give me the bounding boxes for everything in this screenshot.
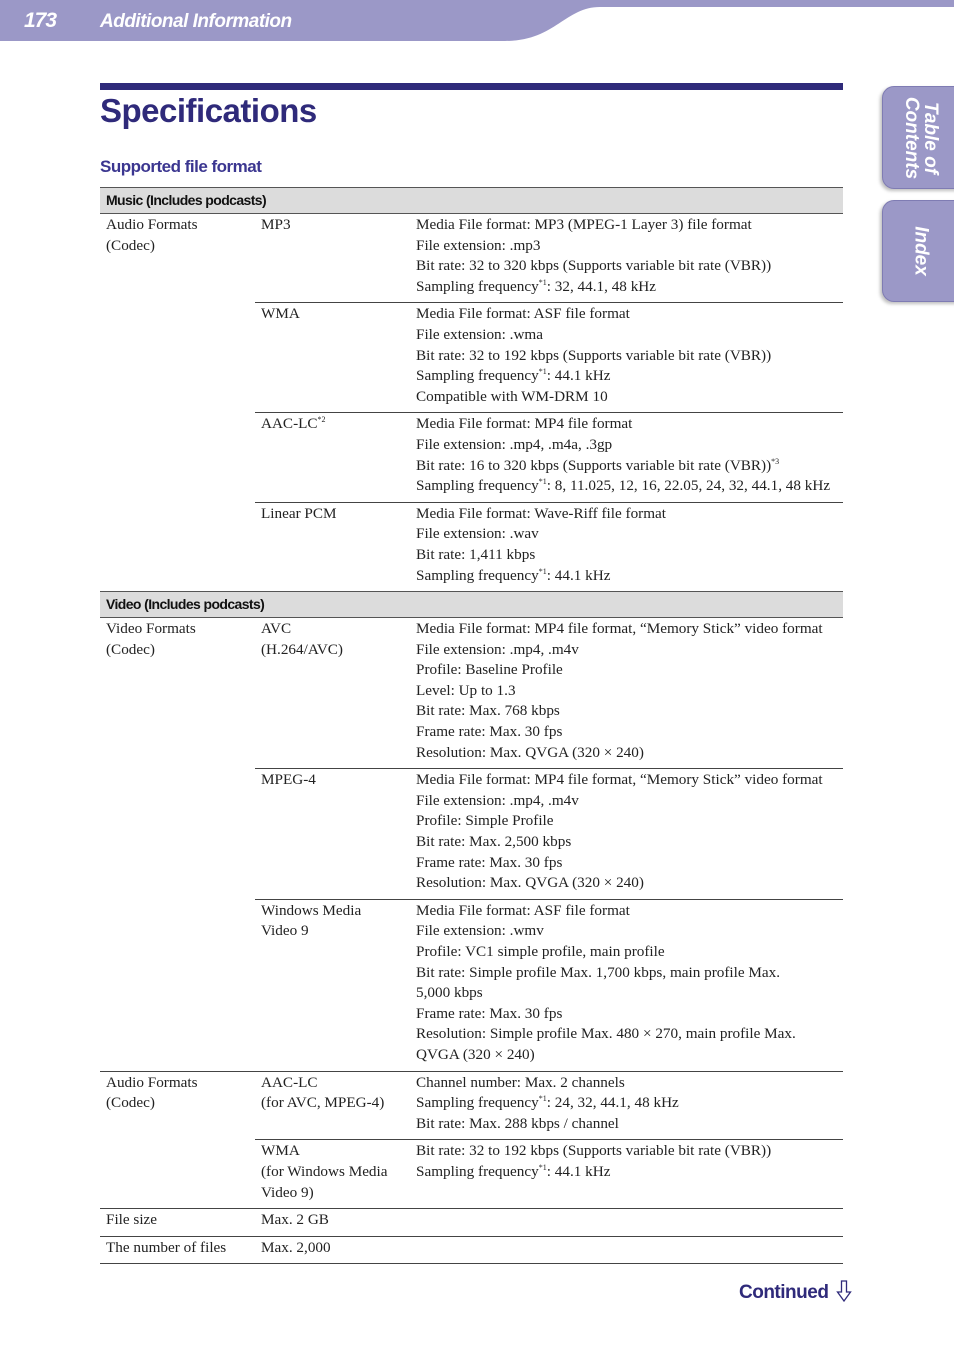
table-row-file-size [100, 1209, 843, 1237]
tab-toc-label: Table of Contents [901, 96, 941, 179]
codec-video-wma: WMA (for Windows Media Video 9) [255, 1140, 410, 1209]
codec-mpeg4: MPEG-4 [255, 769, 410, 900]
footnote-mark: *1 [538, 566, 547, 576]
footnote-mark: *2 [317, 415, 326, 425]
section-title: Additional Information [100, 11, 292, 32]
header-band [0, 0, 954, 42]
number-of-files-value: Max. 2,000 [255, 1236, 843, 1264]
codec-avc: AVC (H.264/AVC) [261, 620, 343, 658]
details-wma: Media File format: ASF file format File extension: .wma Bit rate: 32 to 192 kbps (Supports variable bit rate (VBR)) Sampling frequency$^{*1}$: 44.1 kHz Compatible with WM-DRM 10 [410, 303, 843, 413]
details-aac-lc: Media File format: MP4 file format File extension: .mp4, .m4a, .3gp Bit rate: 16 to 320 kbps (Supports variable bit rate (VBR))$^{*3}$ Sampling frequency$^{*1}$: 8, 11.025, 12, 16, 22.05, 24, 32, 44.1, 48 kHz [410, 413, 843, 502]
group-header-music: Music (Includes podcasts) [100, 188, 843, 214]
table-row-mp3 [100, 214, 843, 303]
tab-table-of-contents[interactable] [882, 86, 954, 189]
details-wmv9: Media File format: ASF file format File extension: .wmv Profile: VC1 simple profile, main profile Bit rate: Simple profile Max. 1,700 kbps, main profile Max. 5,000 kbps Frame rate: Max. 30 fps Resolution: Simple profile Max. 480 × 270, main profile Max. QVGA (320 × 240) [410, 899, 843, 1071]
number-of-files-label: The number of files [100, 1236, 255, 1264]
footnote-mark: *3 [771, 456, 780, 466]
title-rule [100, 83, 843, 90]
details-avc: Media File format: MP4 file format, “Memory Stick” video format File extension: .mp4, .m4v Profile: Baseline Profile Level: Up to 1.3 Bit rate: Max. 768 kbps Frame rate: Max. 30 fps Resolution: Max. QVGA (320 × 240) [416, 620, 823, 761]
group-header-video: Video (Includes podcasts) [100, 592, 843, 618]
details-mp3: Media File format: MP3 (MPEG-1 Layer 3) file format File extension: .mp3 Bit rate: 32 to 320 kbps (Supports variable bit rate (VBR)) Sampling frequency$^{*1}$: 32, 44.1, 48 kHz [416, 216, 772, 295]
codec-video-aac-lc: AAC-LC (for AVC, MPEG-4) [255, 1071, 410, 1140]
details-mpeg4: Media File format: MP4 file format, “Memory Stick” video format File extension: .mp4, .m4v Profile: Simple Profile Bit rate: Max. 2,500 kbps Frame rate: Max. 30 fps Resolution: Max. QVGA (320 × 240) [410, 769, 843, 900]
spec-table [100, 187, 843, 1264]
codec-aac-lc: AAC-LC$^{*2}$ [255, 413, 410, 502]
codec-wma: WMA [255, 303, 410, 413]
footnote-mark: *1 [538, 1162, 547, 1172]
tab-index[interactable] [882, 200, 954, 302]
arrow-down-icon [836, 1280, 852, 1302]
file-size-label: File size [100, 1209, 255, 1237]
subheading-supported-file-format: Supported file format [100, 157, 262, 176]
continued-label: Continued [739, 1282, 829, 1303]
page-title: Specifications [100, 92, 317, 129]
footnote-mark: *1 [538, 277, 547, 287]
page-number: 173 [24, 9, 57, 32]
codec-wmv9: Windows Media Video 9 [255, 899, 410, 1071]
details-linear-pcm: Media File format: Wave-Riff file format File extension: .wav Bit rate: 1,411 kbps Sampling frequency$^{*1}$: 44.1 kHz [410, 502, 843, 591]
video-audio-formats-label: Audio Formats (Codec) [100, 1071, 255, 1209]
footnote-mark: *1 [538, 477, 547, 487]
table-row-video-aac-lc [100, 1071, 843, 1140]
audio-formats-label: Audio Formats (Codec) [106, 216, 198, 254]
footnote-mark: *1 [538, 1094, 547, 1104]
details-video-aac-lc: Channel number: Max. 2 channels Sampling frequency$^{*1}$: 24, 32, 44.1, 48 kHz Bit rate: Max. 288 kbps / channel [410, 1071, 843, 1140]
table-row-avc [100, 618, 843, 769]
video-formats-label: Video Formats (Codec) [106, 620, 196, 658]
table-row-number-of-files [100, 1236, 843, 1264]
details-video-wma: Bit rate: 32 to 192 kbps (Supports variable bit rate (VBR)) Sampling frequency$^{*1}$: 44.1 kHz [410, 1140, 843, 1209]
codec-linear-pcm: Linear PCM [255, 502, 410, 591]
tab-index-label: Index [910, 226, 932, 276]
footnote-mark: *1 [538, 367, 547, 377]
file-size-value: Max. 2 GB [255, 1209, 843, 1237]
continued-link[interactable] [739, 1280, 852, 1304]
codec-mp3: MP3 [261, 216, 291, 233]
